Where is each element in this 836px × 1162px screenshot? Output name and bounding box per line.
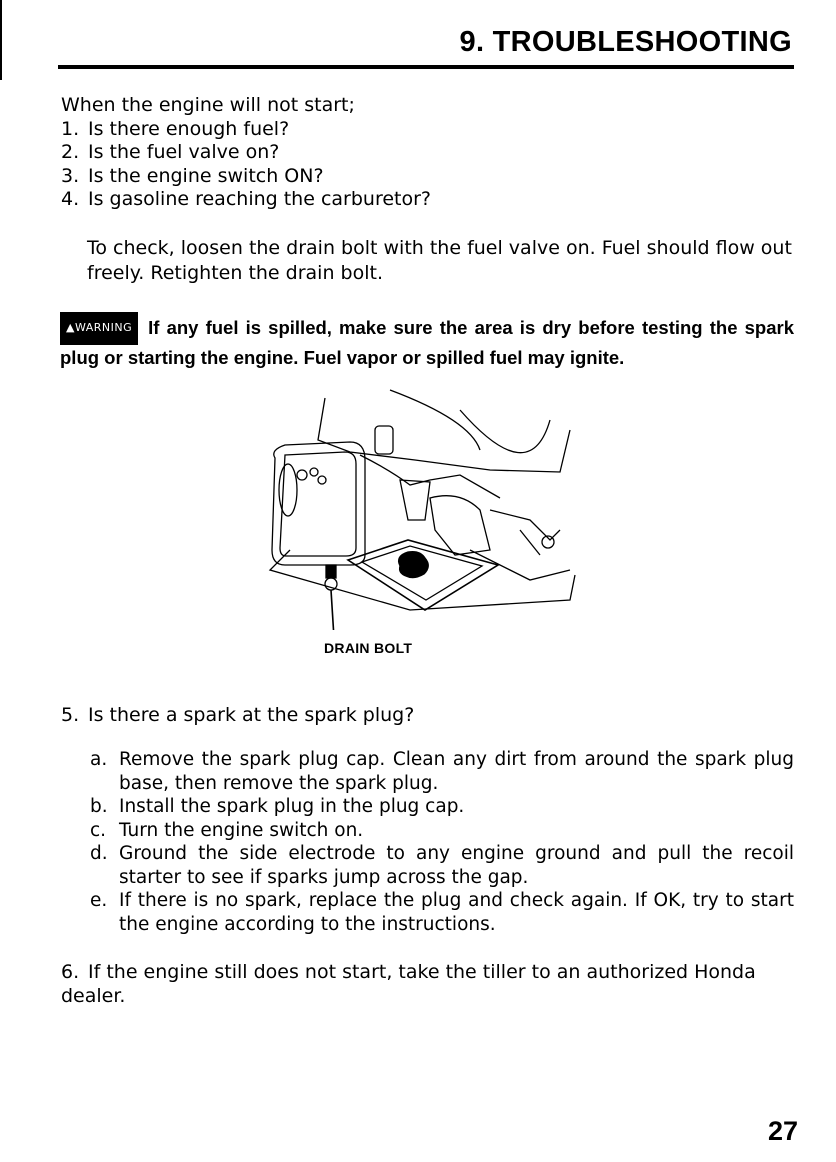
list-text: Is there enough fuel?: [88, 117, 290, 140]
step-text: Install the spark plug in the plug cap.: [119, 796, 465, 817]
list-item: [90, 842, 794, 889]
step-letter: a.: [90, 749, 108, 770]
list-item: [61, 141, 781, 165]
step-letter: d.: [90, 843, 108, 864]
callout-leader: [331, 590, 334, 630]
list-text: Is gasoline reaching the carburetor?: [88, 188, 432, 210]
list-item: [61, 188, 781, 212]
warning-text: If any fuel is spilled, make sure the area is dry before testing the spark plug or starting the engine. Fuel vapor or spilled fuel may ignite.: [60, 317, 794, 368]
list-number: 5.: [61, 704, 80, 726]
header-rule: [58, 65, 794, 69]
intro-block: [61, 94, 781, 212]
spark-question: [61, 703, 414, 727]
air-cleaner-housing: [272, 442, 365, 565]
list-number: 4.: [61, 188, 80, 210]
list-number: 1.: [61, 117, 80, 140]
list-item: [90, 795, 794, 819]
intro-lead: When the engine will not start;: [61, 94, 355, 116]
list-number: 6.: [61, 961, 80, 983]
drain-bolt-callout: DRAIN BOLT: [324, 640, 413, 656]
step-text: Remove the spark plug cap. Clean any dirt from around the spark plug base, then remove the spark plug.: [119, 749, 794, 794]
drain-bolt-head: [325, 578, 337, 590]
carburetor-body: [430, 496, 490, 555]
vent-hole: [310, 468, 318, 476]
list-item: [61, 165, 781, 189]
list-item: [61, 118, 781, 142]
list-text: Is the fuel valve on?: [88, 141, 280, 163]
list-number: 2.: [61, 141, 80, 163]
list-item: [90, 889, 794, 936]
list-item: [90, 819, 794, 843]
warning-badge-label: WARNING: [74, 321, 133, 334]
drain-bolt: [326, 565, 336, 578]
air-cleaner-inner: [280, 452, 356, 556]
vent-hole: [318, 476, 326, 484]
list-text: If the engine still does not start, take the tiller to an authorized Honda dealer.: [61, 961, 756, 1007]
air-cleaner-knob: [279, 464, 297, 516]
list-item: [90, 748, 794, 795]
shroud-inner-curve: [460, 410, 550, 453]
fuel-valve-lever: [375, 426, 393, 454]
warning-triangle-icon: ▲: [66, 321, 75, 334]
warning-badge: [60, 312, 138, 345]
spark-steps: [90, 748, 794, 936]
step-letter: e.: [90, 890, 108, 911]
check-note: To check, loosen the drain bolt with the fuel valve on. Fuel should flow out freely. Retighten the drain bolt.: [87, 237, 792, 284]
engine-shroud-curve: [390, 390, 480, 450]
engine-illustration: [230, 380, 610, 630]
list-text: Is there a spark at the spark plug?: [88, 704, 415, 726]
warning-block: [60, 312, 794, 371]
fuel-cup: [400, 480, 430, 520]
final-question: [61, 960, 794, 1008]
fuel-puddle: [399, 552, 429, 578]
carb-lower-linkage: [470, 550, 570, 580]
step-letter: b.: [90, 796, 108, 817]
step-text: If there is no spark, replace the plug and check again. If OK, try to start the engine according to the instructions.: [119, 890, 794, 935]
step-letter: c.: [90, 819, 107, 841]
step-text: Ground the side electrode to any engine ground and pull the recoil starter to see if sparks jump across the gap.: [119, 843, 794, 888]
section-title: 9. TROUBLESHOOTING: [459, 26, 792, 58]
vent-hole: [297, 470, 307, 480]
list-number: 3.: [61, 164, 80, 187]
question-list: [61, 118, 781, 212]
list-text: Is the engine switch ON?: [88, 164, 324, 187]
step-text: Turn the engine switch on.: [119, 819, 364, 841]
page-number: 27: [767, 1116, 798, 1146]
